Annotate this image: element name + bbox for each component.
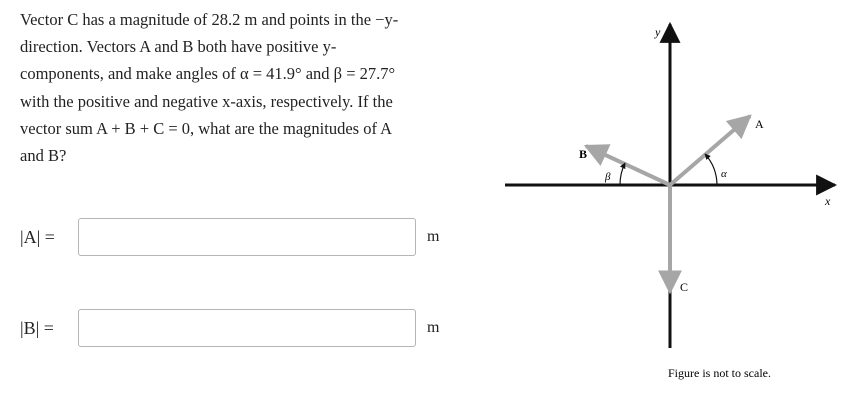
- vector-a-arrow: [670, 116, 750, 185]
- problem-line: Vector C has a magnitude of 28.2 m and points in the −y-: [20, 10, 399, 29]
- magnitude-b-input[interactable]: [78, 309, 416, 347]
- problem-line: and B?: [20, 146, 67, 166]
- beta-label: β: [605, 171, 611, 183]
- alpha-label: α: [721, 168, 727, 180]
- vector-b-arrow: [586, 146, 670, 185]
- vector-a-label: A: [755, 117, 764, 131]
- magnitude-b-label: |B| =: [20, 317, 54, 338]
- answer-row-b: [20, 309, 439, 347]
- problem-line: direction. Vectors A and B both have positive y-: [20, 37, 337, 57]
- vector-figure: [495, 0, 845, 400]
- alpha-angle-arc: [705, 154, 717, 185]
- beta-angle-arc: [620, 163, 625, 185]
- problem-line: vector sum A + B + C = 0, what are the magnitudes of A: [20, 118, 393, 138]
- unit-label-a: m: [427, 228, 440, 245]
- figure-note: Figure is not to scale.: [668, 366, 771, 380]
- answer-row-a: [20, 218, 439, 256]
- x-axis-label: x: [825, 194, 831, 208]
- problem-line: with the positive and negative x-axis, respectively. If the: [20, 91, 393, 111]
- vector-c-label: C: [680, 280, 689, 294]
- unit-label-b: m: [427, 319, 440, 336]
- magnitude-a-input[interactable]: [78, 218, 416, 256]
- problem-statement: [20, 6, 460, 169]
- problem-line: components, and make angles of α = 41.9° and β = 27.7°: [20, 64, 396, 84]
- vector-b-label: B: [579, 147, 588, 161]
- magnitude-a-label: |A| =: [20, 226, 55, 247]
- y-axis-label: y: [655, 25, 661, 39]
